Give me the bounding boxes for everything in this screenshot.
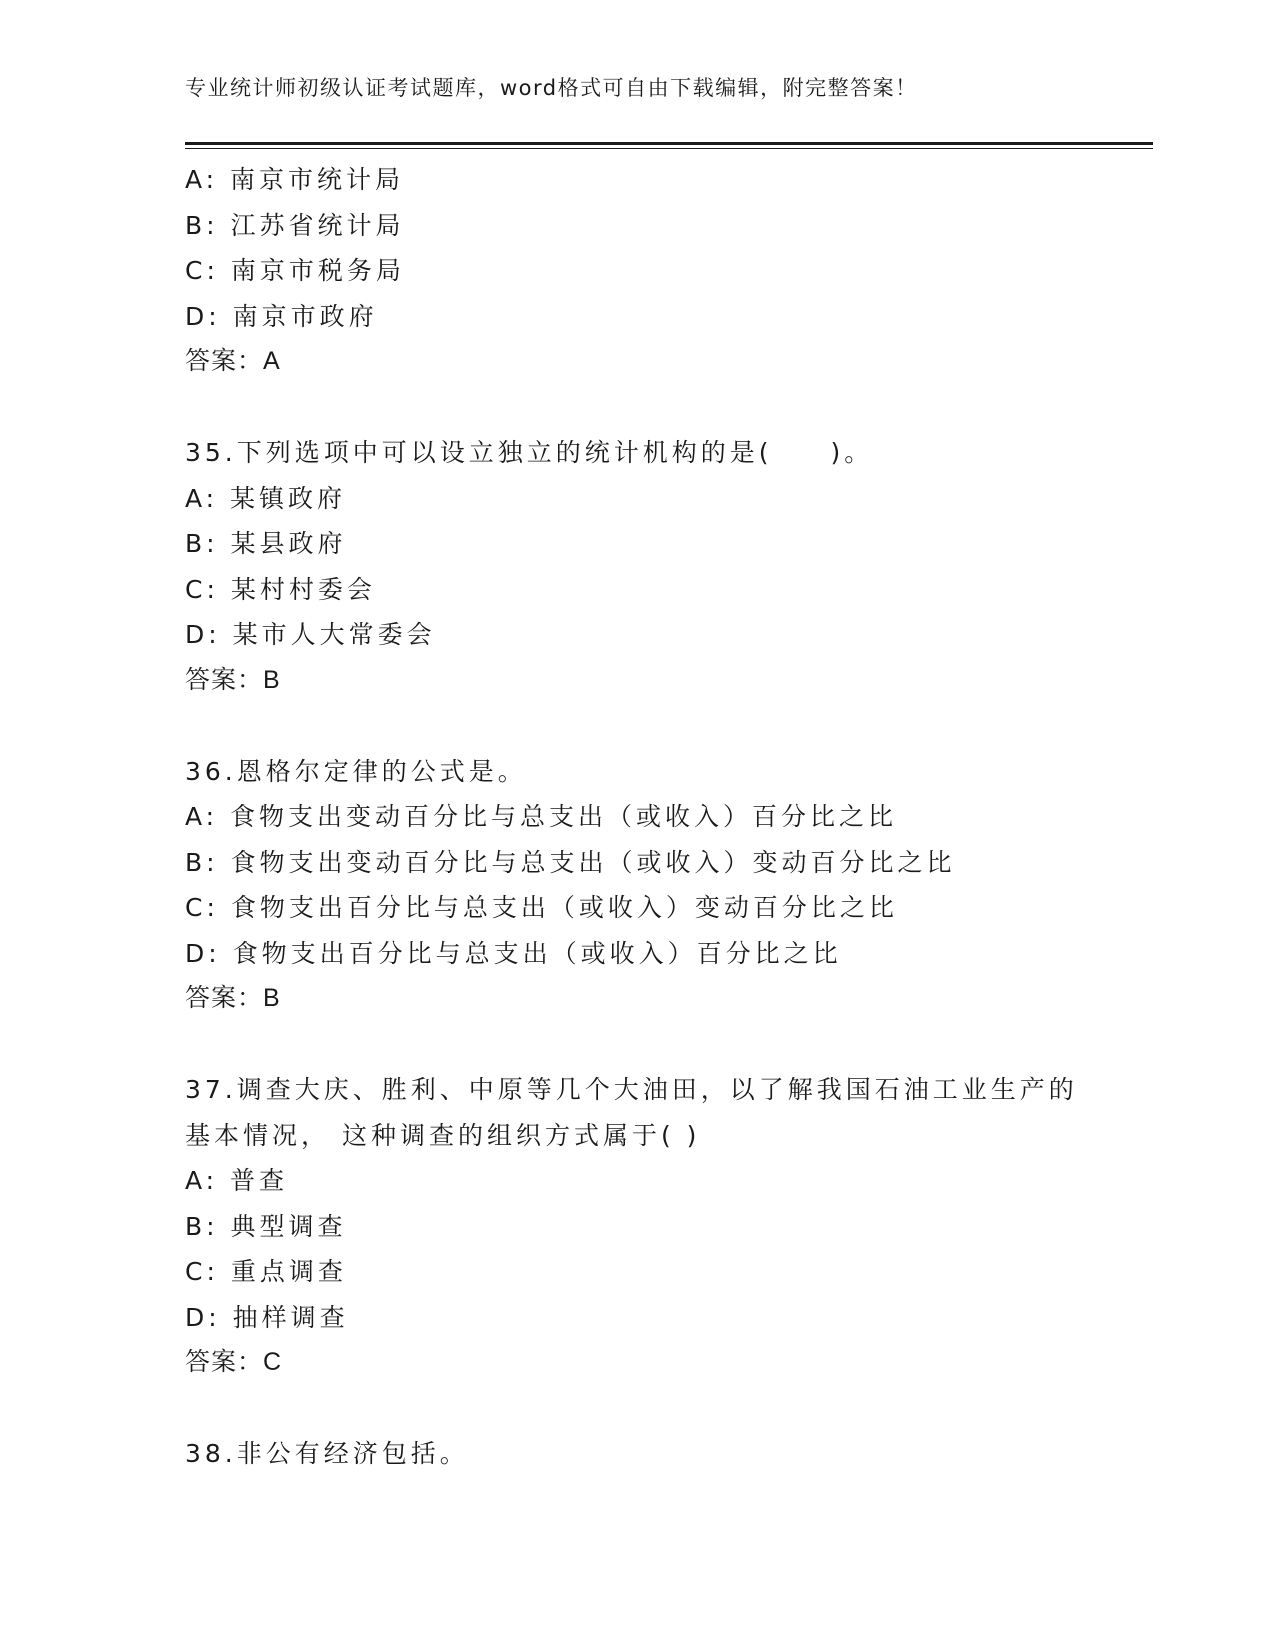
option-c: C: 食物支出百分比与总支出（或收入）变动百分比之比 bbox=[185, 893, 898, 922]
page-header: 专业统计师初级认证考试题库，word格式可自由下载编辑，附完整答案！ bbox=[185, 76, 918, 100]
option-c: C: 南京市税务局 bbox=[185, 256, 405, 285]
option-b: B: 典型调查 bbox=[185, 1211, 347, 1241]
question-gap bbox=[185, 703, 1153, 749]
question-stem: 36.恩格尔定律的公式是。 bbox=[185, 756, 527, 786]
option-b: B: 江苏省统计局 bbox=[185, 210, 405, 240]
header-rule-thick bbox=[185, 142, 1153, 145]
option-d: D: 某市人大常委会 bbox=[185, 620, 436, 649]
option-a: A: 南京市统计局 bbox=[185, 165, 405, 194]
question-gap bbox=[185, 1022, 1153, 1068]
option-d: D: 食物支出百分比与总支出（或收入）百分比之比 bbox=[185, 938, 842, 968]
question-35 bbox=[185, 430, 1153, 703]
option-b: B: 某县政府 bbox=[185, 529, 347, 558]
question-stem: 35.下列选项中可以设立独立的统计机构的是( )。 bbox=[185, 438, 874, 467]
question-stem-line-1: 37.调查大庆、胜利、中原等几个大油田，以了解我国石油工业生产的 bbox=[185, 1075, 1078, 1104]
document-content bbox=[185, 157, 1153, 1477]
question-stem-line-2: 基本情况， 这种调查的组织方式属于( ) bbox=[185, 1120, 701, 1150]
answer-line: 答案：A bbox=[185, 347, 281, 375]
question-34-continued bbox=[185, 157, 1153, 385]
question-36 bbox=[185, 749, 1153, 1022]
question-38 bbox=[185, 1431, 1153, 1477]
question-gap bbox=[185, 1386, 1153, 1432]
option-d: D: 抽样调查 bbox=[185, 1302, 349, 1332]
option-c: C: 重点调查 bbox=[185, 1257, 347, 1286]
header-rule-thin bbox=[185, 148, 1153, 149]
answer-line: 答案：B bbox=[185, 665, 281, 694]
option-a: A: 食物支出变动百分比与总支出（或收入）百分比之比 bbox=[185, 802, 898, 831]
answer-line: 答案：C bbox=[185, 1348, 283, 1376]
option-a: A: 某镇政府 bbox=[185, 483, 347, 513]
question-gap bbox=[185, 385, 1153, 431]
answer-line: 答案：B bbox=[185, 984, 281, 1012]
option-b: B: 食物支出变动百分比与总支出（或收入）变动百分比之比 bbox=[185, 847, 956, 877]
option-a: A: 普查 bbox=[185, 1166, 289, 1195]
option-c: C: 某村村委会 bbox=[185, 574, 376, 604]
option-d: D: 南京市政府 bbox=[185, 301, 378, 331]
question-37 bbox=[185, 1067, 1153, 1386]
question-stem: 38.非公有经济包括。 bbox=[185, 1439, 469, 1468]
